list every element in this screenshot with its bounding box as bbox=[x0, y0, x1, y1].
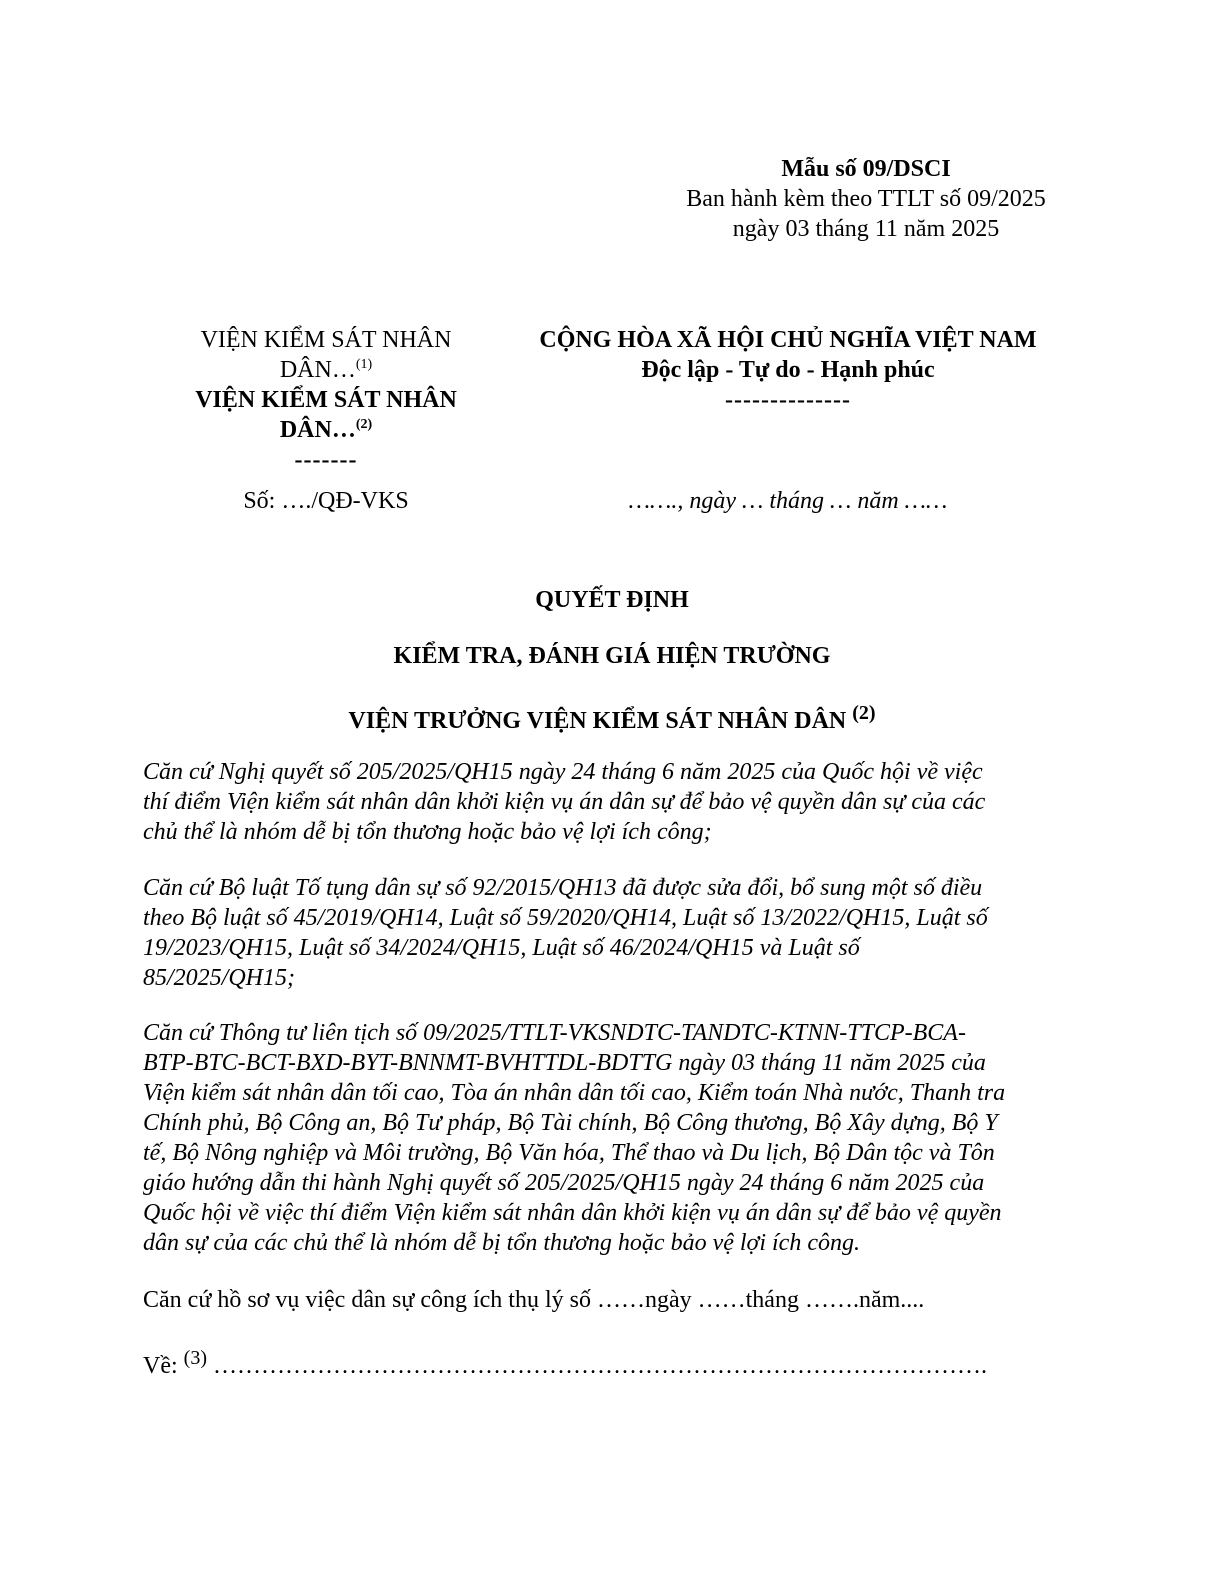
text-line: chủ thể là nhóm dễ bị tổn thương hoặc bảo vệ lợi ích công; bbox=[143, 819, 712, 845]
case-subject-label: Về: bbox=[143, 1353, 184, 1379]
case-file-basis: Căn cứ hồ sơ vụ việc dân sự công ích thụ lý số ……ngày ……tháng …….năm.... bbox=[143, 1287, 925, 1313]
text-line: Căn cứ Thông tư liên tịch số 09/2025/TTLT-VKSNDTC-TANDTC-KTNN-TTCP-BCA- bbox=[143, 1020, 966, 1046]
national-header bbox=[505, 325, 1071, 415]
text-line: 19/2023/QH15, Luật số 34/2024/QH15, Luật số 46/2024/QH15 và Luật số bbox=[143, 935, 860, 961]
document-title: QUYẾT ĐỊNH bbox=[535, 587, 689, 613]
legal-basis-2 bbox=[143, 873, 1083, 993]
document-date: ……., ngày … tháng … năm …… bbox=[628, 488, 948, 514]
footnote-2-marker: (2) bbox=[852, 702, 876, 724]
agency-2-line1: VIỆN KIỂM SÁT NHÂN bbox=[195, 387, 457, 413]
legal-basis-3 bbox=[143, 1018, 1083, 1258]
case-subject-line bbox=[143, 1343, 1083, 1381]
text-line: Viện kiểm sát nhân dân tối cao, Tòa án nhân dân tối cao, Kiểm toán Nhà nước, Thanh tra bbox=[143, 1080, 1006, 1106]
text-line: theo Bộ luật số 45/2019/QH14, Luật số 59/2020/QH14, Luật số 13/2022/QH15, Luật số bbox=[143, 905, 988, 931]
agency-header bbox=[175, 325, 477, 475]
document-subject: KIỂM TRA, ĐÁNH GIÁ HIỆN TRƯỜNG bbox=[393, 643, 831, 669]
text-line: Quốc hội về việc thí điểm Viện kiểm sát nhân dân khởi kiện vụ án dân sự để bảo vệ quyền bbox=[143, 1200, 1002, 1226]
footnote-1-marker: (1) bbox=[355, 357, 373, 372]
agency-1-line1: VIỆN KIỂM SÁT NHÂN bbox=[200, 327, 452, 353]
national-separator: -------------- bbox=[725, 387, 851, 413]
agency-2-line2: DÂN…$^{(2)}$ bbox=[279, 417, 373, 443]
form-issued-date: ngày 03 tháng 11 năm 2025 bbox=[732, 216, 1000, 242]
document-number: Số: …./QĐ-VKS bbox=[243, 488, 409, 514]
text-line: 85/2025/QH15; bbox=[143, 965, 295, 991]
text-line: Chính phủ, Bộ Công an, Bộ Tư pháp, Bộ Tài chính, Bộ Công thương, Bộ Xây dựng, Bộ Y bbox=[143, 1110, 998, 1136]
text-line: giáo hướng dẫn thi hành Nghị quyết số 205/2025/QH15 ngày 24 tháng 6 năm 2025 của bbox=[143, 1170, 985, 1196]
form-issued-with: Ban hành kèm theo TTLT số 09/2025 bbox=[686, 186, 1046, 212]
text-line: thí điểm Viện kiểm sát nhân dân khởi kiện vụ án dân sự để bảo vệ quyền dân sự của các bbox=[143, 789, 986, 815]
nation-name: CỘNG HÒA XÃ HỘI CHỦ NGHĨA VIỆT NAM bbox=[539, 327, 1037, 353]
text-line: tế, Bộ Nông nghiệp và Môi trường, Bộ Văn hóa, Thể thao và Du lịch, Bộ Dân tộc và Tôn bbox=[143, 1140, 995, 1166]
text-line: BTP-BTC-BCT-BXD-BYT-BNNMT-BVHTTDL-BDTTG ngày 03 tháng 11 năm 2025 của bbox=[143, 1050, 986, 1076]
text-line: Căn cứ Nghị quyết số 205/2025/QH15 ngày 24 tháng 6 năm 2025 của Quốc hội về việc bbox=[143, 759, 983, 785]
legal-basis-1 bbox=[143, 757, 1083, 847]
form-code: Mẫu số 09/DSCI bbox=[781, 156, 951, 182]
issuing-authority: VIỆN TRƯỞNG VIỆN KIỂM SÁT NHÂN DÂN $^{(2)}$ bbox=[348, 702, 876, 734]
agency-1-line2: DÂN…$^{(1)}$ bbox=[279, 357, 373, 383]
text-line: Căn cứ Bộ luật Tố tụng dân sự số 92/2015/QH13 đã được sửa đổi, bổ sung một số điều bbox=[143, 875, 983, 901]
case-subject-blank: ……………………………………………………………………………………. bbox=[206, 1353, 987, 1379]
footnote-2-marker: (2) bbox=[355, 417, 373, 432]
text-line: dân sự của các chủ thể là nhóm dễ bị tổn thương hoặc bảo vệ lợi ích công. bbox=[143, 1230, 860, 1256]
agency-separator: ------- bbox=[294, 447, 358, 473]
national-motto: Độc lập - Tự do - Hạnh phúc bbox=[641, 357, 935, 383]
footnote-3-marker: (3) bbox=[183, 1347, 207, 1369]
form-reference bbox=[640, 154, 1092, 244]
